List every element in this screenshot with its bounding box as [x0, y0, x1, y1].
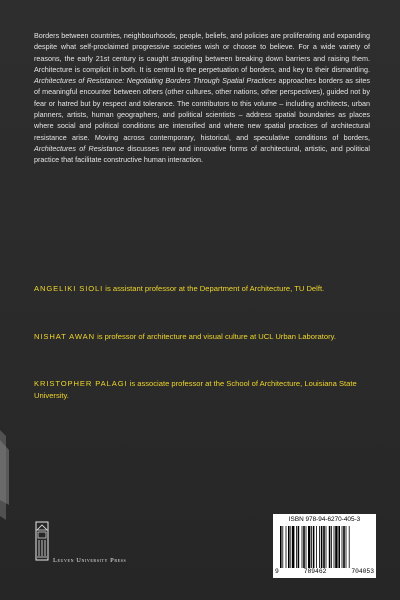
barcode-bar	[321, 526, 323, 568]
barcode-graphic	[279, 526, 371, 568]
barcode-bar	[343, 526, 345, 568]
barcode-bar	[303, 526, 305, 568]
barcode-bar	[282, 526, 283, 568]
editor-bio-text: is professor of architecture and visual culture at UCL Urban Laboratory.	[94, 332, 336, 341]
barcode-digit-group-2: 704053	[351, 568, 374, 575]
barcode-bar	[288, 526, 290, 568]
barcode-bar	[335, 526, 337, 568]
barcode-bar	[323, 526, 325, 568]
barcode-bar	[296, 526, 297, 568]
barcode-bar	[311, 526, 312, 568]
barcode-bar	[280, 526, 282, 568]
barcode-bar	[349, 526, 350, 568]
barcode-bar	[308, 526, 310, 568]
barcode-bar	[319, 526, 320, 568]
barcode-bar	[306, 526, 307, 568]
barcode-digits	[275, 568, 374, 575]
editor-bio	[34, 331, 370, 343]
blurb-title-2: Architectures of Resistance	[34, 143, 125, 153]
editor-bio-text: is associate professor at the School of Architecture, Louisiana State University.	[34, 379, 357, 400]
barcode-bar	[298, 526, 300, 568]
editor-bio	[34, 378, 370, 402]
barcode-bar	[338, 526, 340, 568]
barcode-bar	[316, 526, 317, 568]
barcode-bar	[313, 526, 315, 568]
editor-name: ANGELIKI SIOLI	[34, 284, 104, 293]
barcode-bar	[286, 526, 287, 568]
barcode-bar	[342, 526, 343, 568]
editor-bio	[34, 283, 370, 295]
editor-bio-text: is assistant professor at the Department of Architecture, TU Delft.	[103, 284, 325, 293]
barcode-bar	[290, 526, 291, 568]
university-building-icon	[34, 520, 50, 564]
publisher-name: Leuven University Press	[53, 557, 127, 564]
barcode-digit-group-1: 789462	[303, 568, 327, 575]
barcode-bar	[329, 526, 331, 568]
blurb-text-1: Borders between countries, neighbourhoods, people, beliefs, and policies are proliferating and expanding despite what self-proclaimed progressive societies wish or choose to believe. For a wide variety of reasons, the early 21st century is caught struggling between breaking down barriers and raising them. Architecture is complicit in both. It is central to the perpetuation of borders, and key to their dismantling.	[34, 31, 370, 74]
blurb-text-2: approaches borders as sites of meaningful encounter between others (other cultures, other nations, other perspectives), guided not by fear or hatred but by respect and tolerance. The contributors to this volume – including architects, urban planners, artists, human geographers, and political scientists – address spatial boundaries as places where social and political conditions are intensified and where new spatial practices of architectural resistance arise. Moving across contemporary, historical, and speculative conditions of borders,	[34, 76, 370, 142]
edge-graphic	[0, 0, 12, 600]
barcode-bar	[346, 526, 347, 568]
barcode-bar	[326, 526, 327, 568]
editor-name: NISHAT AWAN	[34, 332, 95, 341]
blurb-paragraph	[34, 30, 370, 166]
barcode-bar	[302, 526, 303, 568]
publisher-logo	[34, 520, 174, 570]
barcode-digit-prefix: 9	[275, 568, 279, 575]
blurb-text-3: discusses new and innovative forms of architectural, artistic, and political practice that facilitate constructive human interaction.	[34, 143, 370, 165]
isbn-label: ISBN 978-94-6270-405-3	[288, 516, 361, 523]
blurb-title-1: Architectures of Resistance: Negotiating Borders Through Spatial Practices	[34, 76, 277, 86]
barcode-bar	[292, 526, 294, 568]
editor-name: KRISTOPHER PALAGI	[34, 379, 128, 388]
barcode-bar	[334, 526, 335, 568]
isbn-barcode-box	[273, 514, 376, 578]
barcode-bar	[331, 526, 332, 568]
